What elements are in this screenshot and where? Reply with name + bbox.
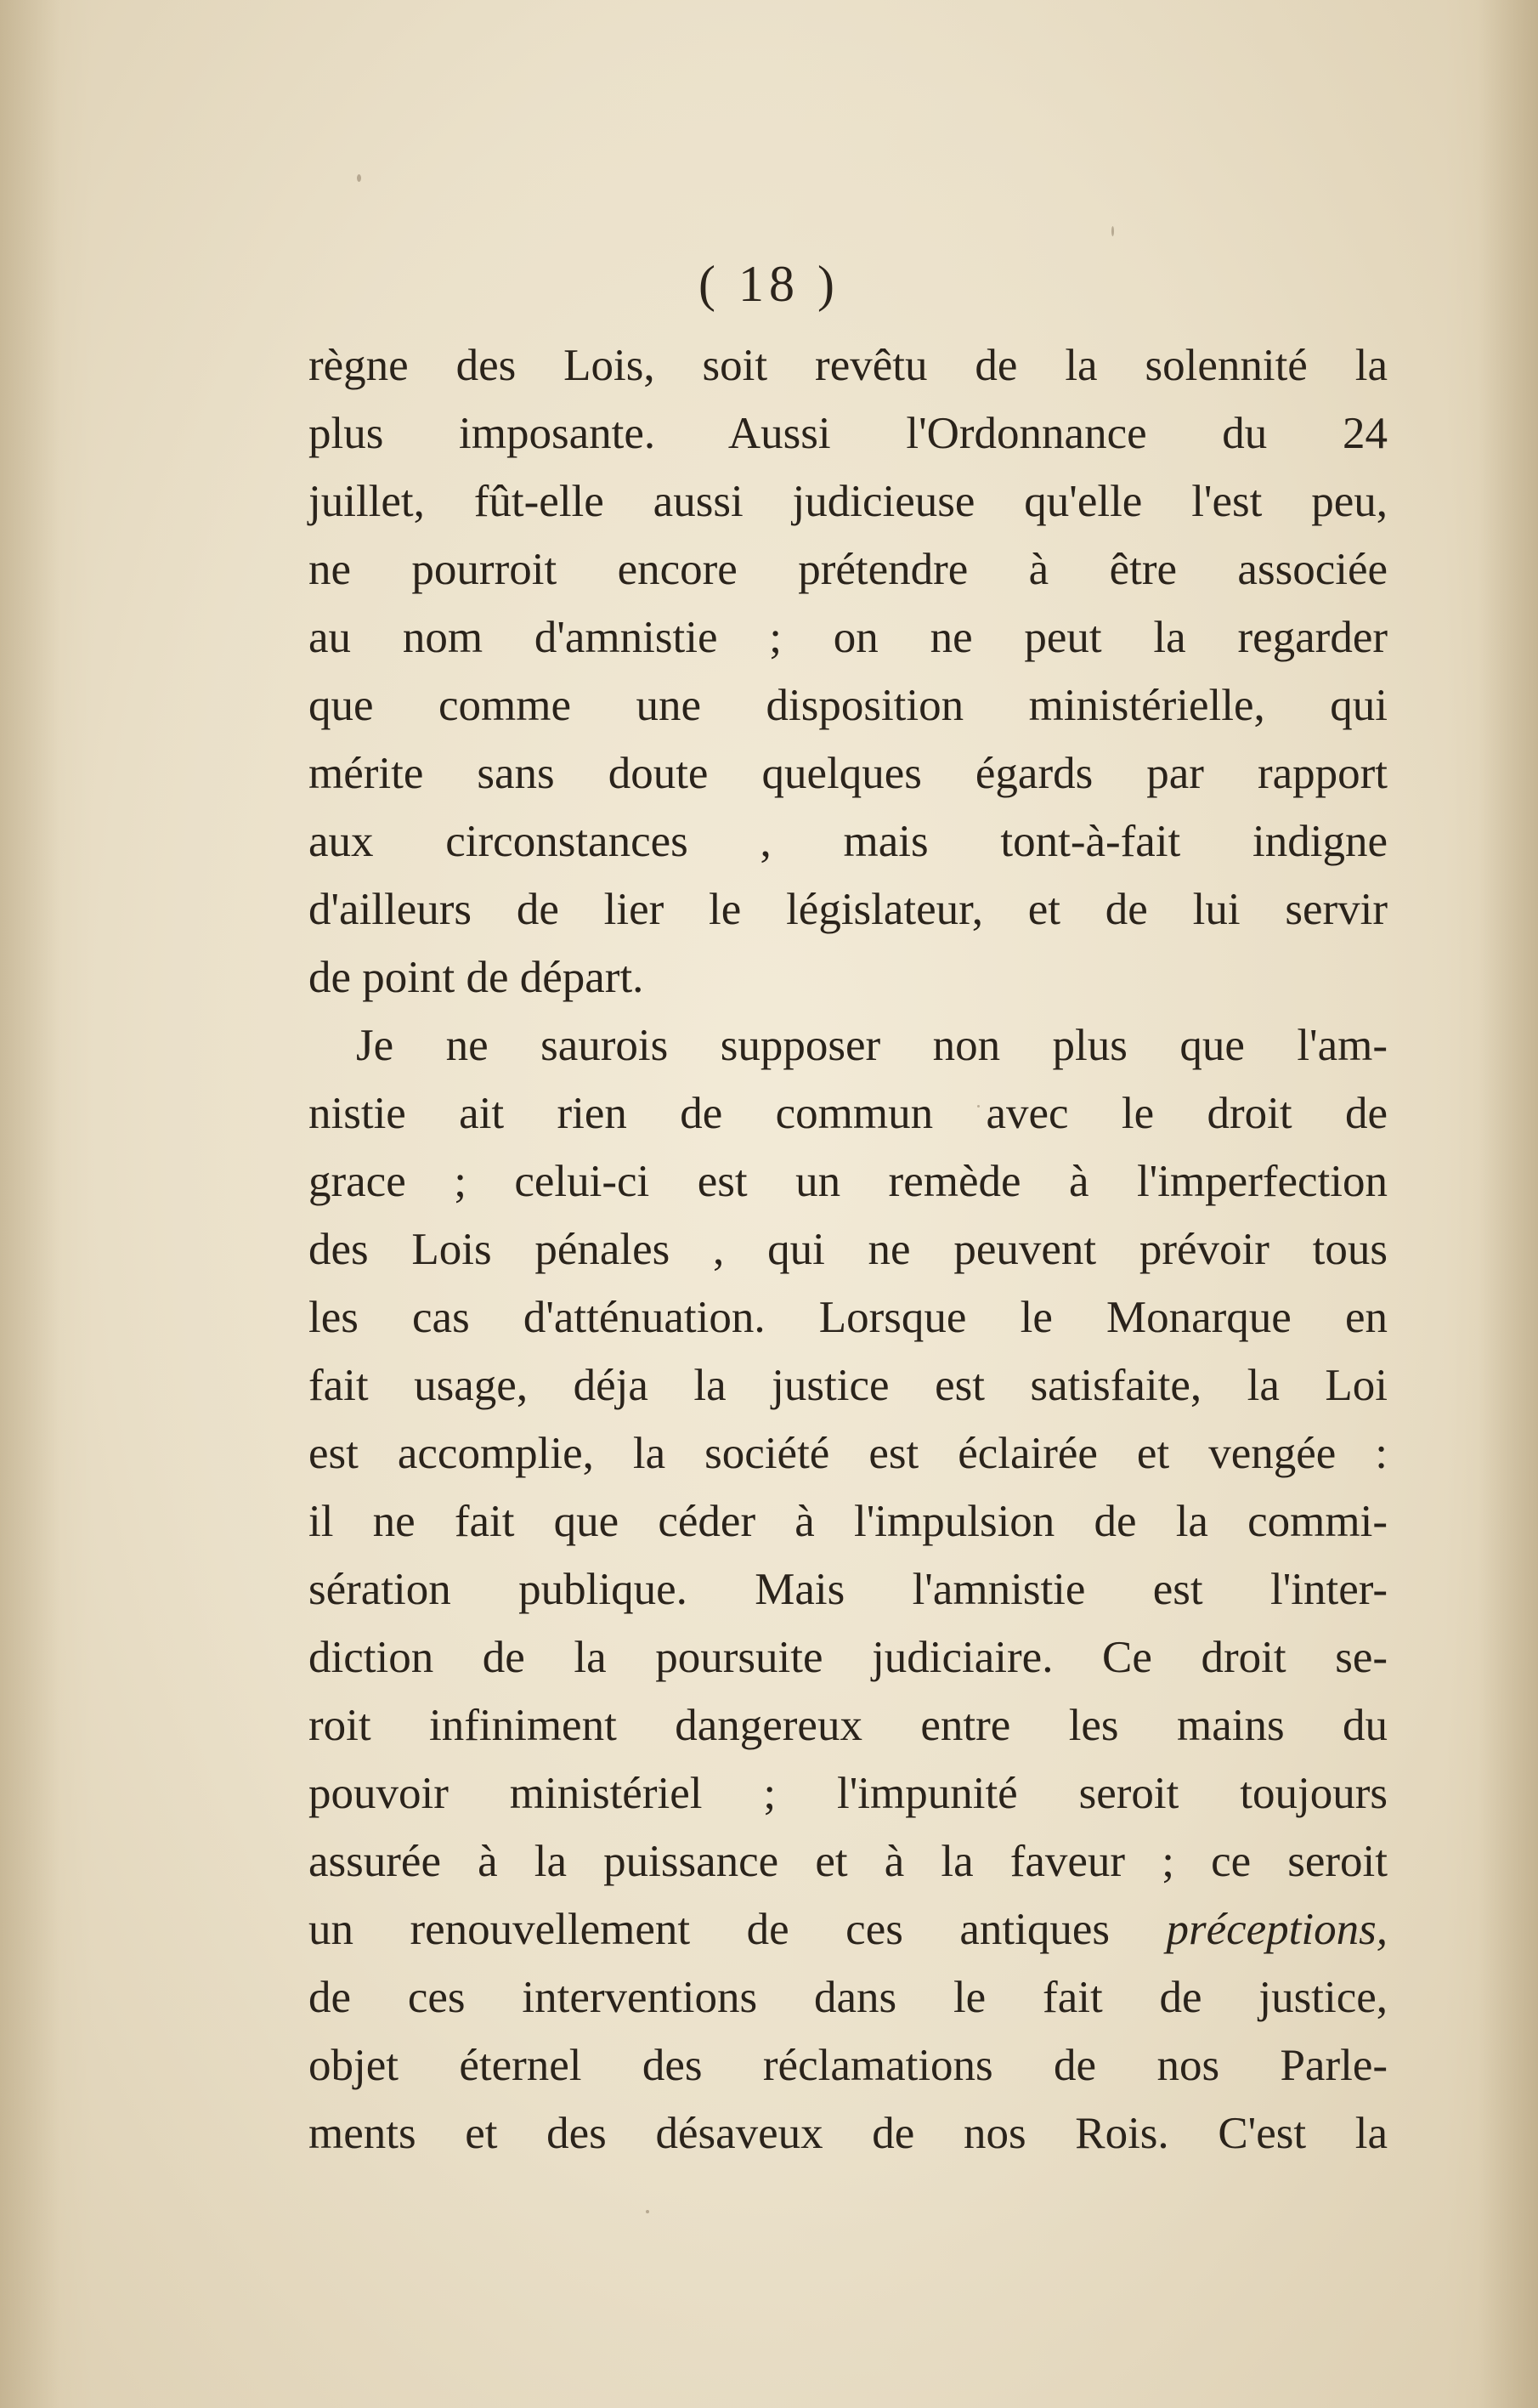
text-line: au nom d'amnistie ; on ne peut la regarder <box>308 613 1388 662</box>
text-line: nistie ait rien de commun avec le droit de <box>308 1089 1388 1138</box>
text-line: pouvoir ministériel ; l'impunité seroit toujours <box>308 1769 1388 1818</box>
text-line: fait usage, déja la justice est satisfaite, la Loi <box>308 1361 1388 1410</box>
italic-word: préceptions, <box>1166 1905 1388 1954</box>
text-line: roit infiniment dangereux entre les mains du <box>308 1701 1388 1750</box>
page-number: ( 18 ) <box>698 256 840 312</box>
text-line: il ne fait que céder à l'impulsion de la commi- <box>308 1497 1388 1546</box>
text-line: sération publique. Mais l'amnistie est l'inter- <box>308 1565 1388 1614</box>
right-page-shadow <box>1479 0 1538 2408</box>
text-line <box>308 1895 1388 1963</box>
text-line: assurée à la puissance et à la faveur ; ce seroit <box>308 1837 1388 1886</box>
paragraph-end-line: de point de départ. <box>308 953 644 1002</box>
body-text <box>308 331 1388 2167</box>
text-line: de ces interventions dans le fait de justice, <box>308 1973 1388 2022</box>
text-line: ne pourroit encore prétendre à être associée <box>308 545 1388 594</box>
text-line: des Lois pénales , qui ne peuvent prévoir tous <box>308 1225 1388 1274</box>
paragraph-start-line: Je ne saurois supposer non plus que l'am- <box>356 1021 1388 1070</box>
text-line: grace ; celui-ci est un remède à l'imperfection <box>308 1157 1388 1206</box>
text-line: objet éternel des réclamations de nos Parle- <box>308 2041 1388 2090</box>
text-line-segment: un renouvellement de ces antiques <box>308 1905 1167 1954</box>
text-line: les cas d'atténuation. Lorsque le Monarque en <box>308 1293 1388 1342</box>
text-line: règne des Lois, soit revêtu de la solennité la <box>308 341 1388 390</box>
text-line: mérite sans doute quelques égards par rapport <box>308 749 1388 798</box>
text-line: est accomplie, la société est éclairée et vengée : <box>308 1429 1388 1478</box>
text-line: plus imposante. Aussi l'Ordonnance du 24 <box>308 409 1388 458</box>
text-line: aux circonstances , mais tont-à-fait indigne <box>308 817 1388 866</box>
paper-speck <box>646 2210 649 2213</box>
left-page-shadow <box>0 0 59 2408</box>
text-line: ments et des désaveux de nos Rois. C'est la <box>308 2109 1388 2158</box>
paper-speck <box>357 174 361 182</box>
paper-speck <box>1111 226 1114 236</box>
text-line: diction de la poursuite judiciaire. Ce droit se- <box>308 1633 1388 1682</box>
text-line: juillet, fût-elle aussi judicieuse qu'elle l'est peu, <box>308 477 1388 526</box>
text-line: que comme une disposition ministérielle, qui <box>308 681 1388 730</box>
text-line: d'ailleurs de lier le législateur, et de lui servir <box>308 885 1388 934</box>
